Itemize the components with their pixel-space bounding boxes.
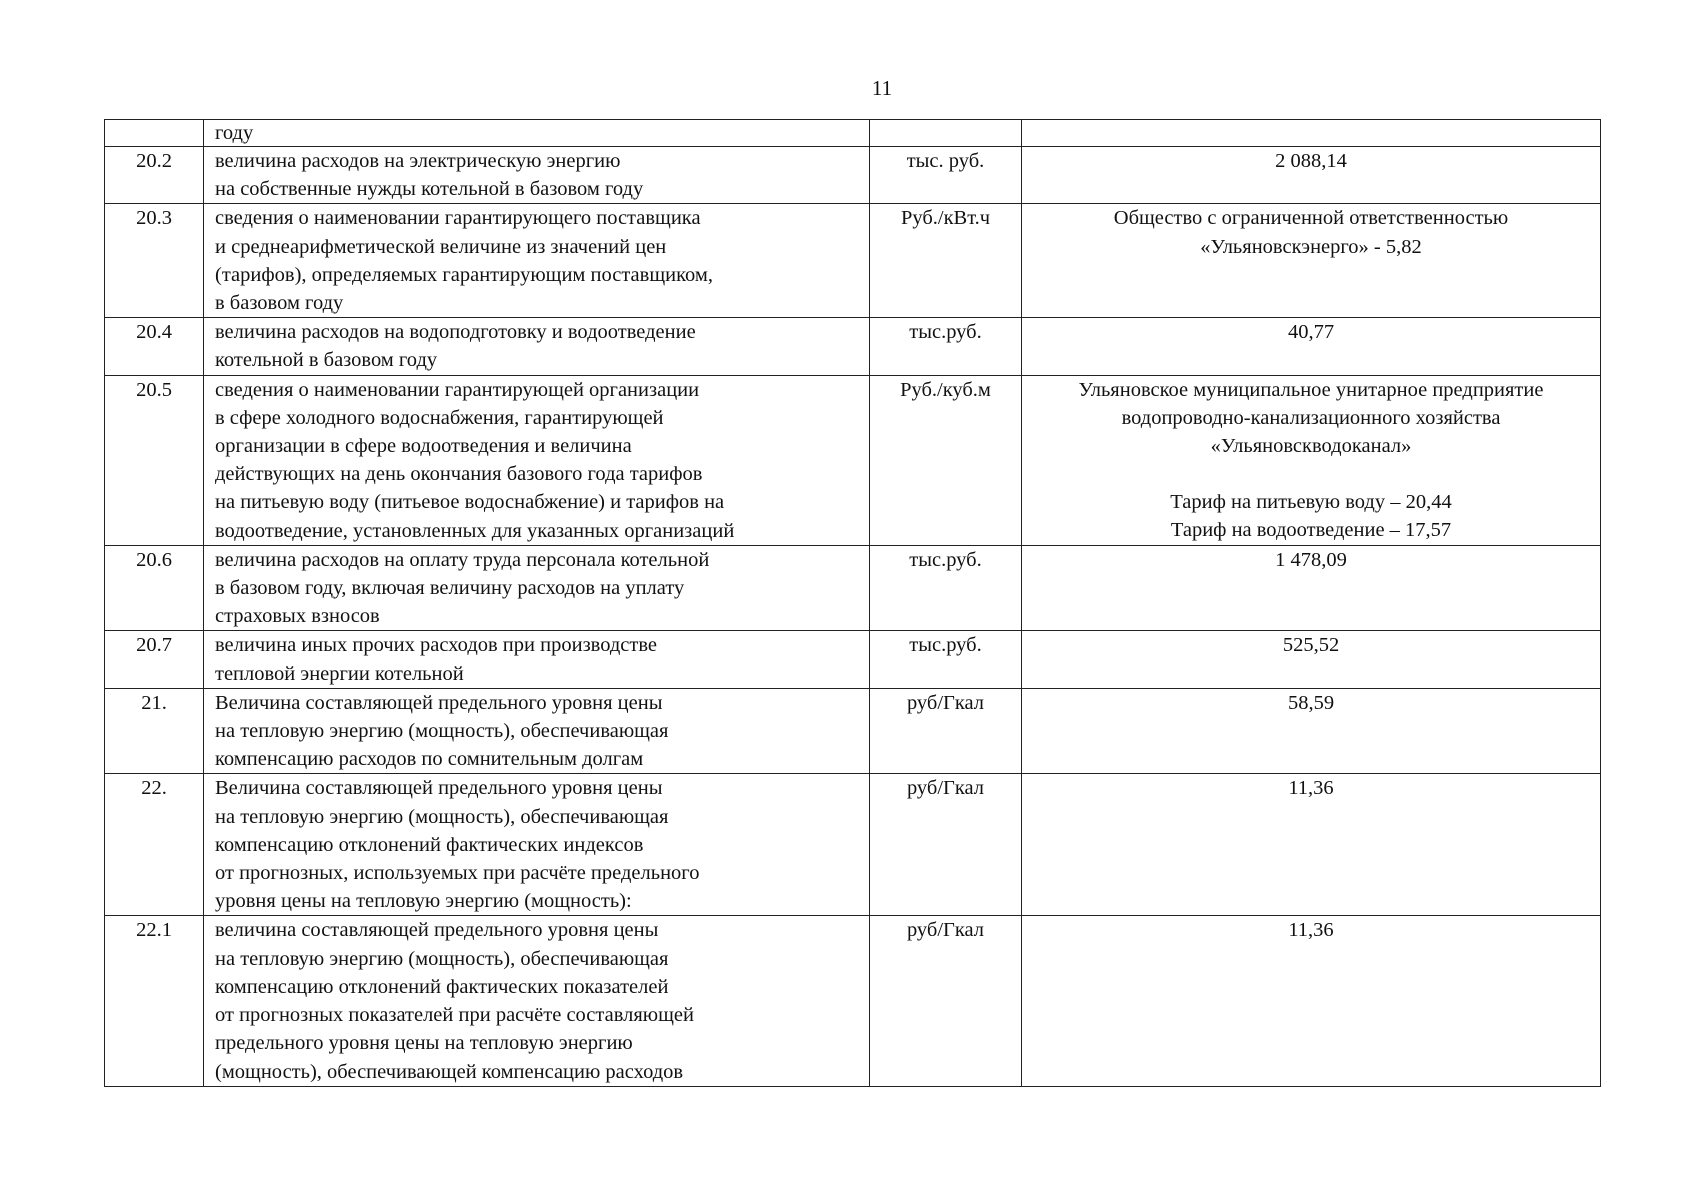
description-line: величина составляющей предельного уровня цены bbox=[215, 919, 659, 942]
tariff-table bbox=[104, 119, 1601, 1087]
description-line: сведения о наименовании гарантирующего поставщика bbox=[215, 207, 701, 230]
row-number-cell: 21. bbox=[105, 688, 204, 774]
value-line: 11,36 bbox=[1288, 919, 1334, 942]
value-line: водопроводно-канализационного хозяйства bbox=[1121, 406, 1501, 429]
unit-cell: Руб./кВт.ч bbox=[870, 204, 1022, 318]
row-number-cell: 20.5 bbox=[105, 375, 204, 545]
description-line: действующих на день окончания базового года тарифов bbox=[215, 463, 703, 486]
unit-cell: руб/Гкал bbox=[870, 916, 1022, 1086]
description-line: страховых взносов bbox=[215, 605, 380, 628]
description-cell bbox=[204, 120, 870, 147]
table-row bbox=[105, 916, 1601, 1086]
description-cell bbox=[204, 631, 870, 688]
table-row bbox=[105, 631, 1601, 688]
table-row bbox=[105, 545, 1601, 631]
table-row bbox=[105, 688, 1601, 774]
value-cell bbox=[1022, 774, 1601, 916]
description-cell bbox=[204, 916, 870, 1086]
description-line: от прогнозных, используемых при расчёте предельного bbox=[215, 862, 700, 885]
row-number-cell bbox=[105, 120, 204, 147]
description-line: компенсацию отклонений фактических индексов bbox=[215, 833, 644, 856]
value-spacer bbox=[1022, 460, 1600, 488]
description-line: величина расходов на водоподготовку и водоотведение bbox=[215, 321, 696, 344]
description-line: на тепловую энергию (мощность), обеспечивающая bbox=[215, 720, 669, 743]
value-line: 58,59 bbox=[1287, 691, 1335, 714]
table-row bbox=[105, 147, 1601, 204]
description-cell bbox=[204, 545, 870, 631]
table-body bbox=[105, 120, 1601, 1087]
description-line: водоотведение, установленных для указанных организаций bbox=[215, 519, 735, 542]
description-line: котельной в базовом году bbox=[215, 349, 438, 372]
value-cell bbox=[1022, 688, 1601, 774]
unit-cell: тыс.руб. bbox=[870, 318, 1022, 375]
description-line: от прогнозных показателей при расчёте составляющей bbox=[215, 1004, 694, 1027]
unit-cell: тыс. руб. bbox=[870, 147, 1022, 204]
row-number-cell: 22. bbox=[105, 774, 204, 916]
value-cell bbox=[1022, 545, 1601, 631]
unit-cell bbox=[870, 120, 1022, 147]
description-line: на питьевую воду (питьевое водоснабжение) и тарифов на bbox=[215, 491, 725, 514]
description-line: компенсацию отклонений фактических показателей bbox=[215, 975, 669, 998]
value-line: Тариф на водоотведение – 17,57 bbox=[1170, 519, 1452, 542]
value-line: Тариф на питьевую воду – 20,44 bbox=[1170, 491, 1452, 514]
page-number: 11 bbox=[871, 76, 893, 100]
description-line: в базовом году, включая величину расходов на уплату bbox=[215, 577, 685, 600]
row-number-cell: 20.2 bbox=[105, 147, 204, 204]
value-cell bbox=[1022, 631, 1601, 688]
description-line: в сфере холодного водоснабжения, гарантирующей bbox=[215, 406, 664, 429]
value-line: Общество с ограниченной ответственностью bbox=[1113, 207, 1509, 230]
description-line: тепловой энергии котельной bbox=[215, 662, 464, 685]
value-line: «Ульяновскводоканал» bbox=[1210, 435, 1412, 458]
description-cell bbox=[204, 375, 870, 545]
row-number-cell: 20.3 bbox=[105, 204, 204, 318]
value-line: 525,52 bbox=[1282, 634, 1340, 657]
description-line: (мощность), обеспечивающей компенсацию расходов bbox=[215, 1060, 684, 1083]
description-line: на собственные нужды котельной в базовом году bbox=[215, 178, 644, 201]
description-line: в базовом году bbox=[215, 292, 344, 315]
value-line: 11,36 bbox=[1288, 777, 1334, 800]
value-line: 2 088,14 bbox=[1275, 150, 1347, 172]
description-line: величина расходов на оплату труда персонала котельной bbox=[215, 548, 710, 571]
unit-cell: руб/Гкал bbox=[870, 774, 1022, 916]
description-line: на тепловую энергию (мощность), обеспечивающая bbox=[215, 947, 669, 970]
value-line: 1 478,09 bbox=[1275, 548, 1347, 571]
unit-cell: тыс.руб. bbox=[870, 545, 1022, 631]
table-row bbox=[105, 318, 1601, 375]
row-number-cell: 20.7 bbox=[105, 631, 204, 688]
value-line: «Ульяновскэнерго» - 5,82 bbox=[1200, 235, 1422, 258]
description-line: величина расходов на электрическую энергию bbox=[215, 150, 621, 172]
description-line: на тепловую энергию (мощность), обеспечивающая bbox=[215, 805, 669, 828]
table-row bbox=[105, 774, 1601, 916]
value-cell bbox=[1022, 375, 1601, 545]
description-line: величина иных прочих расходов при производстве bbox=[215, 634, 658, 657]
row-number-cell: 22.1 bbox=[105, 916, 204, 1086]
unit-cell: Руб./куб.м bbox=[870, 375, 1022, 545]
value-line: 40,77 bbox=[1287, 321, 1335, 344]
description-line: и среднеарифметической величине из значений цен bbox=[215, 235, 667, 258]
description-line: сведения о наименовании гарантирующей организации bbox=[215, 378, 700, 401]
value-cell bbox=[1022, 120, 1601, 147]
unit-cell: тыс.руб. bbox=[870, 631, 1022, 688]
table-row bbox=[105, 204, 1601, 318]
value-cell bbox=[1022, 204, 1601, 318]
description-line: Величина составляющей предельного уровня цены bbox=[215, 691, 663, 714]
description-line: предельного уровня цены на тепловую энергию bbox=[215, 1032, 633, 1055]
description-cell bbox=[204, 774, 870, 916]
description-cell bbox=[204, 147, 870, 204]
value-cell bbox=[1022, 318, 1601, 375]
table-row bbox=[105, 375, 1601, 545]
value-line: Ульяновское муниципальное унитарное предприятие bbox=[1078, 378, 1544, 401]
description-line: году bbox=[215, 122, 254, 144]
description-line: уровня цены на тепловую энергию (мощность): bbox=[215, 890, 632, 913]
description-cell bbox=[204, 204, 870, 318]
description-line: Величина составляющей предельного уровня цены bbox=[215, 777, 663, 800]
value-cell bbox=[1022, 147, 1601, 204]
description-line: компенсацию расходов по сомнительным долгам bbox=[215, 748, 644, 771]
value-cell bbox=[1022, 916, 1601, 1086]
description-line: (тарифов), определяемых гарантирующим поставщиком, bbox=[215, 263, 713, 286]
unit-cell: руб/Гкал bbox=[870, 688, 1022, 774]
description-cell bbox=[204, 318, 870, 375]
row-number-cell: 20.6 bbox=[105, 545, 204, 631]
table-row bbox=[105, 120, 1601, 147]
description-cell bbox=[204, 688, 870, 774]
row-number-cell: 20.4 bbox=[105, 318, 204, 375]
description-line: организации в сфере водоотведения и величина bbox=[215, 435, 632, 458]
